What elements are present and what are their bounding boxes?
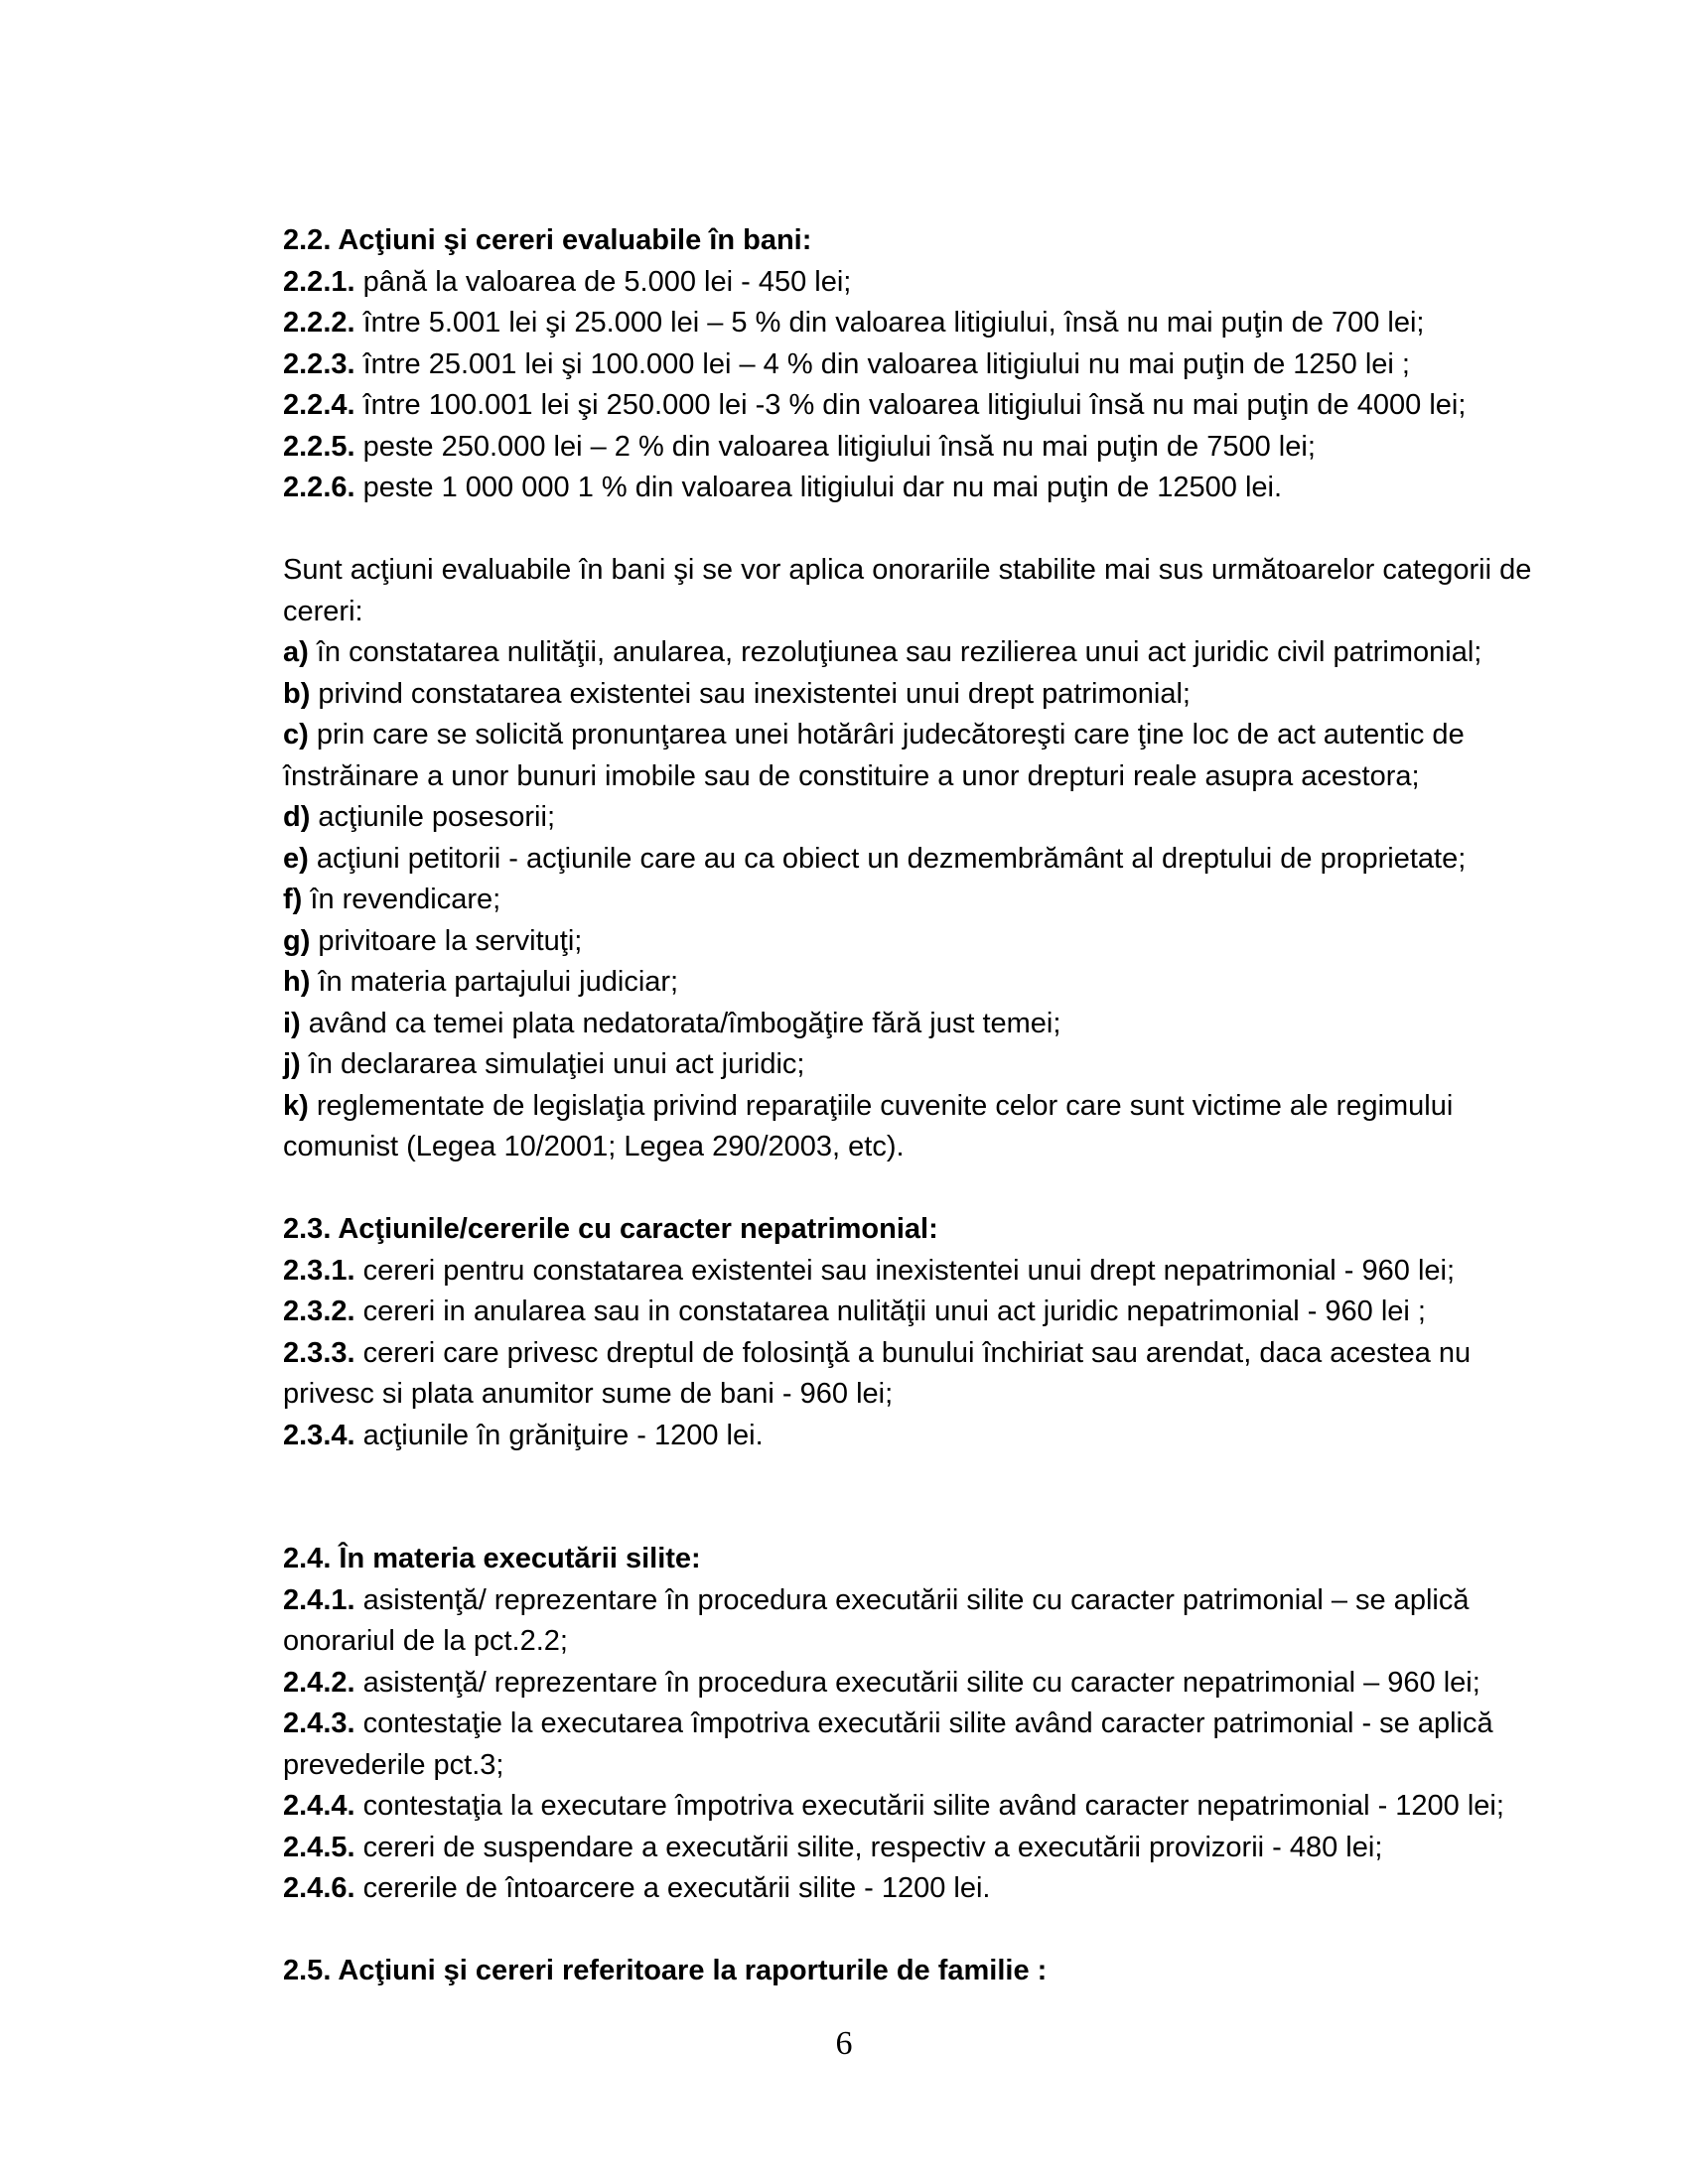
section-heading-2-4: 2.4. În materia executării silite: [283,1543,701,1574]
category-text: în constatarea nulităţii, anularea, rezoluţiunea sau rezilierea unui act juridic civil patrimonial; [308,636,1482,668]
list-item [283,1580,1554,1663]
category-letter: b) [283,677,311,710]
category-letter: c) [283,719,309,751]
list-item [283,468,1554,509]
item-number: 2.4.6. [283,1872,355,1904]
category-letter: j) [283,1048,301,1080]
section-heading-2-3: 2.3. Acţiunile/cererile cu caracter nepatrimonial: [283,1213,938,1245]
item-text: acţiunile în grăniţuire - 1200 lei. [354,1419,764,1451]
list-item [283,1251,1554,1293]
list-item [283,1786,1554,1828]
item-number: 2.4.5. [283,1831,355,1863]
category-text: având ca temei plata nedatorata/îmbogăţire fără just temei; [300,1007,1061,1039]
category-text: prin care se solicită pronunţarea unei hotărâri judecătoreşti care ţine loc de act autentic de înstrăinare a unor bunuri imobile sau de constituire a unor drepturi reale asupra acestora; [283,719,1465,792]
item-text: între 5.001 lei şi 25.000 lei – 5 % din valoarea litigiului, însă nu mai puţin de 700 lei; [354,307,1425,339]
paragraph-spacer [283,1910,1554,1952]
item-number: 2.2.2. [283,307,355,339]
category-item [283,1044,1554,1086]
item-number: 2.4.4. [283,1790,355,1822]
category-item [283,632,1554,674]
item-text: între 25.001 lei şi 100.000 lei – 4 % din valoarea litigiului nu mai puţin de 1250 lei ; [354,347,1410,380]
category-item [283,797,1554,839]
item-number: 2.4.1. [283,1583,355,1616]
category-letter: a) [283,636,309,668]
item-number: 2.4.3. [283,1707,355,1739]
list-item [283,1416,1554,1457]
item-number: 2.2.6. [283,472,355,503]
item-number: 2.3.2. [283,1296,355,1327]
item-number: 2.4.2. [283,1666,355,1699]
list-item [283,1868,1554,1910]
category-text: în materia partajului judiciar; [310,966,679,998]
category-text: reglementate de legislaţia privind reparaţiile cuvenite celor care sunt victime ale regimului comunist (Legea 10/2001; Legea 290/2003, etc). [283,1089,1454,1162]
item-text: asistenţă/ reprezentare în procedura executării silite cu caracter nepatrimonial – 960 lei; [354,1666,1480,1699]
category-letter: f) [283,884,303,915]
list-item [283,1704,1554,1786]
paragraph-spacer [283,1456,1554,1539]
item-number: 2.3.1. [283,1254,355,1287]
categories-intro: Sunt acţiuni evaluabile în bani şi se vor aplica onorariile stabilite mai sus următoarelor categorii de cereri: [283,554,1532,627]
item-text: cereri care privesc dreptul de folosinţă a bunului închiriat sau arendat, daca acestea nu privesc si plata anumitor sume de bani - 960 lei; [283,1336,1472,1410]
category-item [283,839,1554,881]
category-item [283,880,1554,921]
category-letter: d) [283,801,311,833]
page-number: 6 [835,2025,853,2062]
list-item [283,427,1554,469]
item-number: 2.2.1. [283,265,355,298]
category-item [283,674,1554,716]
paragraph-spacer [283,509,1554,551]
category-item [283,962,1554,1004]
item-text: până la valoarea de 5.000 lei - 450 lei; [354,265,852,298]
category-text: acţiuni petitorii - acţiunile care au ca obiect un dezmembrământ al dreptului de proprietate; [308,842,1467,875]
item-number: 2.3.3. [283,1336,355,1369]
category-item [283,715,1554,797]
item-text: asistenţă/ reprezentare în procedura executării silite cu caracter patrimonial – se aplică onorariul de la pct.2.2; [283,1583,1470,1657]
category-item [283,1004,1554,1045]
category-letter: i) [283,1007,301,1039]
item-text: cereri in anularea sau in constatarea nulităţii unui act juridic nepatrimonial - 960 lei ; [354,1296,1426,1327]
item-text: cereri pentru constatarea existentei sau inexistentei unui drept nepatrimonial - 960 lei; [354,1254,1456,1287]
list-item [283,385,1554,427]
list-item [283,262,1554,304]
category-text: acţiunile posesorii; [310,801,556,833]
list-item [283,303,1554,344]
item-text: între 100.001 lei şi 250.000 lei -3 % din valoarea litigiului însă nu mai puţin de 4000 lei; [354,389,1467,421]
category-text: în declararea simulaţiei unui act juridic; [300,1048,805,1080]
paragraph-spacer [283,1168,1554,1210]
item-text: cererile de întoarcere a executării silite - 1200 lei. [354,1872,991,1904]
item-text: contestaţia la executare împotriva executării silite având caracter nepatrimonial - 1200 lei; [354,1790,1504,1822]
category-text: privitoare la servituţi; [310,924,583,957]
category-letter: e) [283,842,309,875]
item-number: 2.2.5. [283,430,355,463]
category-item [283,921,1554,963]
item-number: 2.3.4. [283,1419,355,1451]
item-text: contestaţie la executarea împotriva executării silite având caracter patrimonial - se aplică prevederile pct.3; [283,1707,1493,1781]
list-item [283,1663,1554,1705]
category-item [283,1086,1554,1168]
item-number: 2.2.4. [283,389,355,421]
category-text: în revendicare; [302,884,501,915]
list-item [283,1828,1554,1869]
list-item [283,1292,1554,1333]
item-text: peste 250.000 lei – 2 % din valoarea litigiului însă nu mai puţin de 7500 lei; [354,430,1316,463]
section-heading-2-2: 2.2. Acţiuni şi cereri evaluabile în bani: [283,224,812,256]
list-item [283,344,1554,386]
item-text: cereri de suspendare a executării silite, respectiv a executării provizorii - 480 lei; [354,1831,1383,1863]
list-item [283,1333,1554,1416]
category-letter: g) [283,924,311,957]
item-text: peste 1 000 000 1 % din valoarea litigiului dar nu mai puţin de 12500 lei. [354,472,1283,503]
category-text: privind constatarea existentei sau inexistentei unui drept patrimonial; [310,677,1191,710]
category-letter: h) [283,966,311,998]
section-heading-2-5: 2.5. Acţiuni şi cereri referitoare la raporturile de familie : [283,1955,1048,1986]
page-content [283,220,1554,1992]
item-number: 2.2.3. [283,347,355,380]
category-letter: k) [283,1089,309,1122]
